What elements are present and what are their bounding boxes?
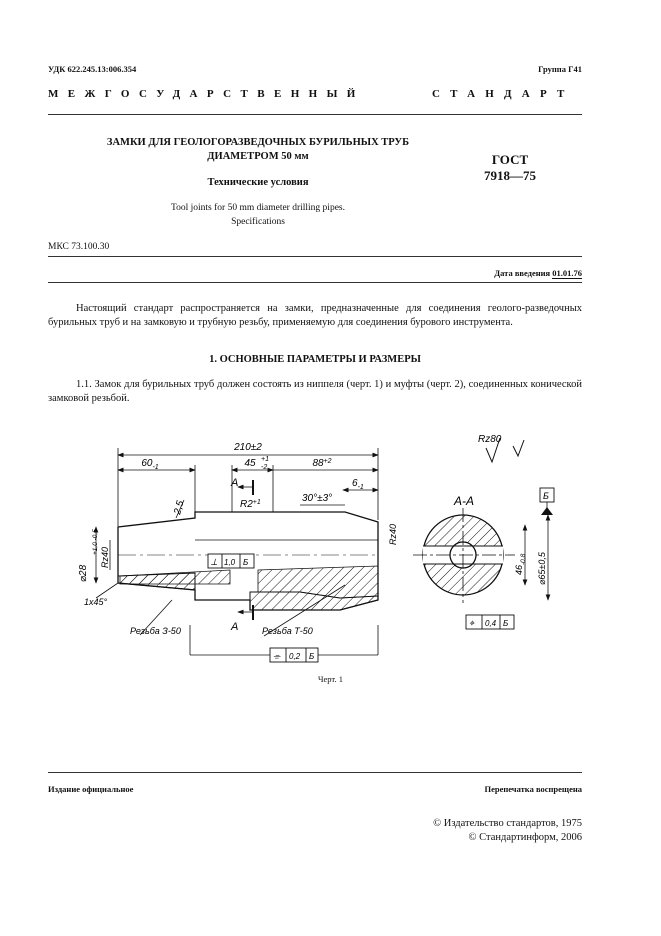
- copyright-2: © Стандартинформ, 2006: [468, 832, 582, 843]
- dim-angle: 30°±3°: [302, 493, 333, 504]
- tol-frame-3-base: Б: [503, 619, 509, 628]
- section-title: А-А: [454, 494, 475, 508]
- technical-drawing: [0, 420, 661, 690]
- base-label: Б: [543, 491, 549, 501]
- title-line-1: ЗАМКИ ДЛЯ ГЕОЛОГОРАЗВЕДОЧНЫХ БУРИЛЬНЫХ ТРУБ: [106, 137, 410, 148]
- group-code: Группа Г41: [538, 64, 582, 74]
- dim-diam-28-tol: +1,0 -0,5: [92, 529, 99, 555]
- title-line-2: ДИАМЕТРОМ 50 мм: [207, 151, 309, 162]
- dim-left-value: 60: [141, 458, 153, 469]
- thread-right-label: Резьба Т-50: [262, 626, 313, 636]
- drawing-caption: Черт. 1: [317, 674, 343, 684]
- banner-left: МЕЖГОСУДАРСТВЕННЫЙ: [48, 88, 365, 100]
- section-heading: 1. ОСНОВНЫЕ ПАРАМЕТРЫ И РАЗМЕРЫ: [209, 354, 421, 365]
- title-en-2: Specifications: [231, 217, 285, 227]
- dim-mid-tol-up: +1: [261, 456, 269, 463]
- date-rule: [48, 282, 582, 283]
- dim-65: ⌀65±0,5: [537, 552, 547, 585]
- dim-46-tol: -0,8: [520, 553, 527, 565]
- dim-mid-tol-dn: -2: [261, 464, 268, 471]
- footer-official: Издание официальное: [48, 784, 134, 794]
- dim-left: [141, 458, 158, 471]
- tol-frame-1-symbol: ⟂: [211, 557, 218, 567]
- copyright-1: © Издательство стандартов, 1975: [433, 818, 582, 829]
- tol-frame-1-value: 1,0: [224, 558, 236, 567]
- dim-radius-value: R2: [240, 499, 253, 510]
- footer-reprint: Перепечатка воспрещена: [484, 784, 582, 794]
- header-rule: [48, 114, 582, 115]
- title-en-1: Tool joints for 50 mm diameter drilling pipes.: [170, 203, 345, 213]
- intro-date-value: 01.01.76: [552, 268, 582, 278]
- gost-label: ГОСТ: [491, 152, 529, 167]
- title-subtitle: Технические условия: [207, 177, 309, 188]
- dim-46-value: 46: [514, 564, 524, 575]
- chamfer-label: 1x45°: [84, 597, 108, 607]
- tol-frame-2-base: Б: [309, 652, 315, 661]
- dim-6-value: 6: [352, 478, 358, 489]
- footer-rule: [48, 772, 582, 773]
- gost-number: 7918—75: [484, 168, 536, 183]
- section-paragraph-1: 1.1. Замок для бурильных труб должен состоять из ниппеля (черт. 1) и муфты (черт. 2), соединенных конической замковой резьбой.: [48, 379, 582, 404]
- rz-top: Rz80: [478, 434, 502, 445]
- mks-rule: [48, 256, 582, 257]
- dim-diam-28: ⌀28: [78, 564, 89, 582]
- rz-left: Rz40: [100, 546, 110, 568]
- dim-2-5: 2,5: [172, 499, 187, 516]
- banner-right: СТАНДАРТ: [432, 88, 575, 100]
- dim-left-tol: -1: [152, 464, 159, 471]
- mks-code: МКС 73.100.30: [48, 242, 110, 252]
- dim-6-tol: -1: [357, 484, 364, 491]
- dim-right-value: 88: [312, 458, 324, 469]
- rz-right: Rz40: [388, 523, 398, 545]
- tol-frame-2-value: 0,2: [289, 652, 301, 661]
- section-mark-top: А: [231, 477, 239, 489]
- tol-frame-1-base: Б: [243, 558, 249, 567]
- dim-right-tol: +2: [323, 458, 332, 465]
- udk-code: УДК 622.245.13:006.354: [48, 64, 137, 74]
- dim-6: [352, 478, 364, 491]
- dim-radius: [240, 499, 261, 510]
- thread-left-label: Резьба З-50: [130, 626, 181, 636]
- section-mark-bottom: А: [231, 621, 239, 633]
- intro-paragraph: Настоящий стандарт распространяется на замки, предназначенные для соединения геолого-разведочных бурильных труб и на замковую и трубную резьбу, применяемую для соединения бурового инструмента.: [48, 303, 582, 328]
- dim-total: 210±2: [234, 442, 262, 453]
- intro-date-label: Дата введения: [494, 268, 551, 278]
- tol-frame-2-symbol: ⌯: [273, 651, 281, 661]
- dim-right: [312, 458, 331, 469]
- intro-date: [494, 268, 582, 278]
- tol-frame-3-value: 0,4: [485, 619, 497, 628]
- dim-mid: 45: [244, 458, 256, 469]
- tol-frame-3-symbol: ⌖: [469, 618, 475, 628]
- dim-radius-tol: +1: [252, 499, 261, 506]
